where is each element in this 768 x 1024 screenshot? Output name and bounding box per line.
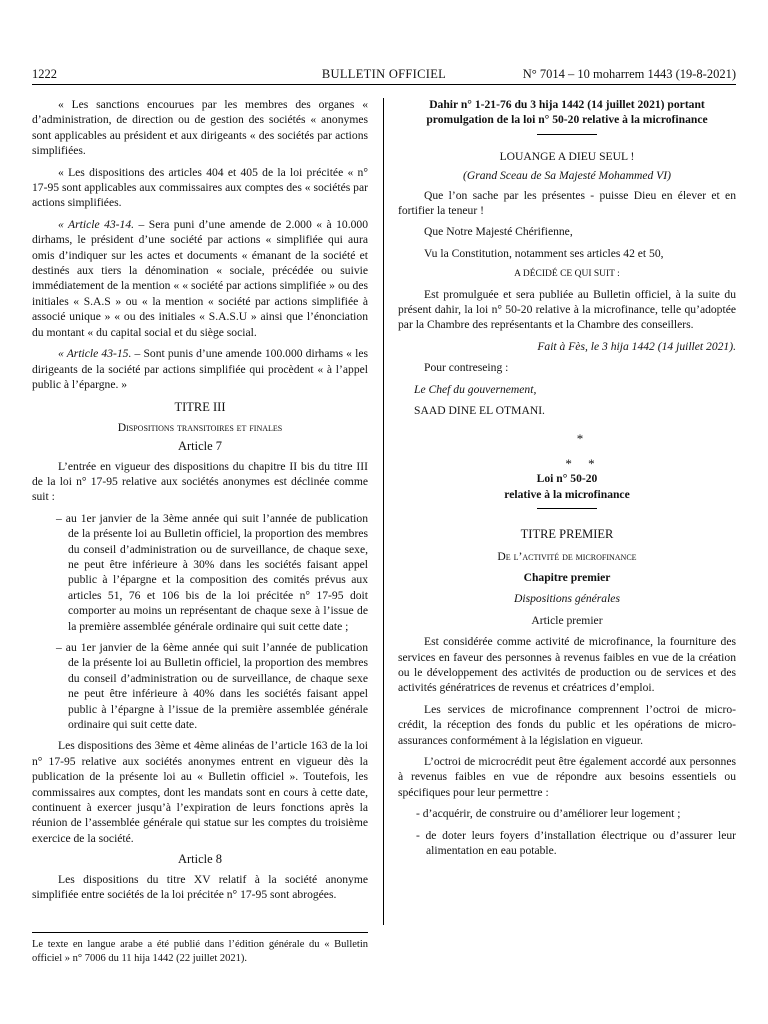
page-header	[32, 67, 736, 83]
asterism-bottom: * *	[565, 455, 595, 471]
left-column	[32, 97, 368, 909]
paragraph: Les dispositions des 3ème et 4ème alinéas de l’article 163 de la loi n° 17-95 relative aux sociétés anonymes entrent en vigueur dès la publication de la présente loi au « Bulletin officiel ». Toutefois, les commissaires aux comptes, dont les mandats sont en cours à cette date, continuent à exercer jusqu’à l’expiration de leurs fonctions après la réunion de l’assemblée générale qui statue sur les comptes du troisième exercice de la société.	[32, 739, 368, 845]
paragraph: Vu la Constitution, notamment ses articles 42 et 50,	[424, 246, 664, 260]
titre-heading: TITRE PREMIER	[520, 527, 614, 542]
paragraph: Est considérée comme activité de microfinance, la fourniture des services en faveur des personnes à revenus faibles en vue de la création ou le développement des activités de production ou de services et des activités génératrices de revenus et créatrices d’emploi.	[398, 635, 736, 695]
article-heading: Article 7	[177, 439, 223, 454]
issue-info: N° 7014 – 10 moharrem 1443 (19-8-2021)	[522, 67, 736, 81]
article-43-15	[32, 346, 368, 392]
header-rule	[32, 84, 736, 85]
journal-title: BULLETIN OFFICIEL	[321, 67, 447, 81]
column-divider	[383, 98, 384, 925]
separator-rule	[537, 134, 597, 135]
right-column	[398, 97, 736, 864]
titre-heading: TITRE III	[174, 400, 226, 415]
dahir-title: Dahir n° 1-21-76 du 3 hija 1442 (14 juillet 2021) portant promulgation de la loi n° 50-20 relative à la microfinance	[426, 98, 708, 127]
paragraph: L’entrée en vigueur des dispositions du chapitre II bis du titre III de la loi n° 17-95 relative aux sociétés anonymes est déclinée comme suit :	[32, 459, 368, 504]
grand-sceau: (Grand Sceau de Sa Majesté Mohammed VI)	[463, 169, 671, 183]
article-text: – Sont punis d’une amende 100.000 dirhams « les dirigeants de la société par actions simplifiée qui procèdent « à l’appel public à l’épargne. »	[32, 347, 368, 391]
list-item: - d’acquérir, de construire ou d’améliorer leur logement ;	[416, 807, 681, 821]
titre-subtitle: De l’activité de microfinance	[497, 549, 637, 563]
decide-heading: A DÉCIDÉ CE QUI SUIT :	[514, 269, 620, 280]
paragraph: Que Notre Majesté Chérifienne,	[424, 225, 573, 239]
article-text: – Sera puni d’une amende de 2.000 « à 10.000 dirhams, le président d’une société par actions « simplifiée qui aura omis d’indiquer sur les actes et documents « émanant de la société et destinés aux tiers la dénomination « sociale, précédée ou suivie immédiatement de la mention « « société par actions simplifiée » ou des initiales « S.A.S » ou « la mention « société par actions simplifiée à associé unique » « ou des initiales « S.A.S.U » ainsi que l’énonciation du montant « du capital social et du siège social.	[32, 217, 368, 339]
paragraph: L’octroi de microcrédit peut être également accordé aux personnes à revenus faibles en vue de répondre aux besoins essentiels ou spécifiques pour leur permettre :	[398, 755, 736, 799]
list-item: - de doter leurs foyers d’installation électrique ou d’assurer leur alimentation en eau potable.	[416, 828, 736, 858]
paragraph: Que l’on sache par les présentes - puisse Dieu en élever et en fortifier la teneur !	[398, 188, 736, 218]
page-number: 1222	[32, 67, 57, 81]
loi-subtitle: relative à la microfinance	[504, 487, 630, 501]
fait-a: Fait à Fès, le 3 hija 1442 (14 juillet 2021).	[537, 339, 736, 353]
paragraph: Les services de microfinance comprennent l’octroi de micro-crédit, la réception des fonds du public et les opérations de micro-assurances conformément à la législation en vigueur.	[398, 702, 736, 747]
loi-title: Loi n° 50-20	[536, 472, 598, 486]
article-heading: Article 8	[177, 852, 223, 867]
paragraph: « Les dispositions des articles 404 et 405 de la loi précitée « n° 17-95 sont applicables aux commissaires aux comptes des « sociétés par actions simplifiées.	[32, 165, 368, 210]
section-heading: Dispositions générales	[514, 592, 620, 606]
chapitre-heading: Chapitre premier	[523, 570, 611, 584]
paragraph: Est promulguée et sera publiée au Bulletin officiel, à la suite du présent dahir, la loi n° 50-20 relative à la microfinance, telle qu’adoptée par la Chambre des représentants et la Chambre des conseillers.	[398, 287, 736, 332]
list-item: – au 1er janvier de la 3ème année qui suit l’année de publication de la présente loi au Bulletin officiel, la proportion des membres du conseil d’administration ou de surveillance, de chaque sexe, ne peut être inférieure à 30% dans les sociétés faisant appel public à l’épargne et la composition des comités prévus aux articles 51, 76 et 106 bis de la loi précitée n° 17-95 doit comporter au moins un représentant de chaque sexe à l’issue de la première assemblée générale ordinaire qui suit cette date ;	[56, 511, 368, 633]
titre-subtitle: Dispositions transitoires et finales	[117, 420, 283, 434]
paragraph: Les dispositions du titre XV relatif à la société anonyme simplifiée entre sociétés de la loi précitée n° 17-95 sont abrogées.	[32, 872, 368, 902]
footnote-rule	[32, 932, 368, 933]
article-43-14	[32, 217, 368, 340]
signataire: SAAD DINE EL OTMANI.	[414, 404, 545, 418]
louange: LOUANGE A DIEU SEUL !	[499, 149, 635, 163]
separator-rule	[537, 508, 597, 509]
footnote	[32, 938, 368, 965]
contreseing: Pour contreseing :	[424, 361, 509, 375]
article-ref: « Article 43-15.	[58, 347, 132, 361]
footnote-text: Le texte en langue arabe a été publié dans l’édition générale du « Bulletin officiel » n° 7006 du 11 hija 1442 (22 juillet 2021).	[32, 939, 368, 964]
asterism-top: *	[576, 430, 584, 446]
paragraph: « Les sanctions encourues par les membres des organes « d’administration, de direction ou de gestion des sociétés « anonymes sont applicables au président et aux dirigeants « des sociétés par actions simplifiées.	[32, 98, 368, 158]
article-heading: Article premier	[531, 613, 603, 627]
chef-gouvernement: Le Chef du gouvernement,	[414, 382, 537, 396]
article-ref: « Article 43-14.	[58, 217, 135, 231]
list-item: – au 1er janvier de la 6ème année qui suit l’année de publication de la présente loi au Bulletin officiel, la proportion des membres du conseil d’administration ou de surveillance, de chaque sexe ne peut être inférieure à 40% dans les sociétés faisant appel public à l’épargne à l’issue de la première assemblée générale ordinaire qui suit cette date.	[56, 641, 368, 732]
